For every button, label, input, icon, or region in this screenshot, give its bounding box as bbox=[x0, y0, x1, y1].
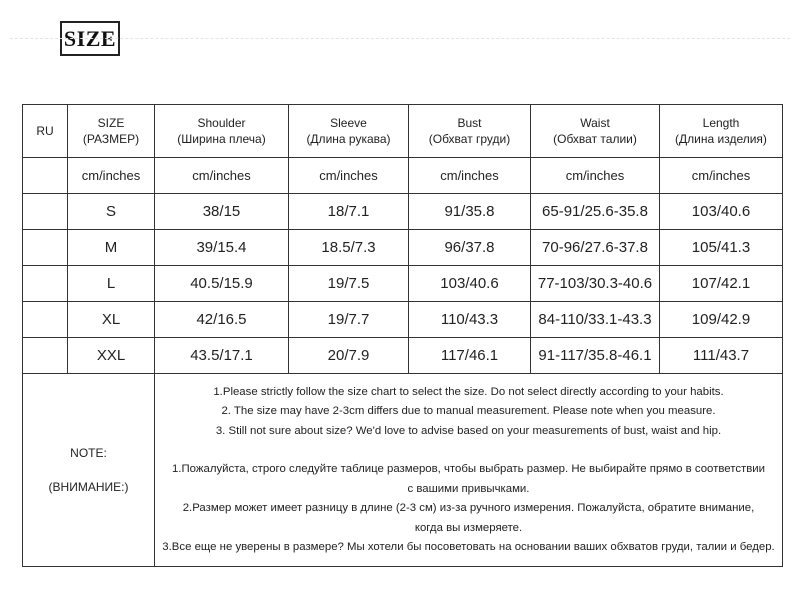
length-cell: 111/43.7 bbox=[660, 338, 783, 374]
shoulder-cell: 42/16.5 bbox=[155, 302, 289, 338]
size-title-badge: SIZE bbox=[60, 21, 120, 56]
size-cell: L bbox=[68, 266, 155, 302]
note-text bbox=[155, 374, 783, 567]
unit-cell: cm/inches bbox=[409, 158, 531, 194]
size-chart-table bbox=[22, 104, 783, 567]
note-label-en: NOTE: bbox=[70, 446, 107, 460]
bust-cell: 103/40.6 bbox=[409, 266, 531, 302]
note-label-ru: (ВНИМАНИЕ:) bbox=[48, 480, 129, 494]
bust-cell: 96/37.8 bbox=[409, 230, 531, 266]
header-length: Length (Длина изделия) bbox=[660, 105, 783, 158]
sleeve-cell: 18.5/7.3 bbox=[289, 230, 409, 266]
header-divider bbox=[10, 38, 790, 39]
unit-cell: cm/inches bbox=[531, 158, 660, 194]
note-ru-line: 3.Все еще не уверены в размере? Мы хотели бы посоветовать на основании ваших обхватов груди, талии и бедер. bbox=[162, 541, 775, 553]
waist-cell: 70-96/27.6-37.8 bbox=[531, 230, 660, 266]
header-bust: Bust (Обхват груди) bbox=[409, 105, 531, 158]
waist-cell: 91-117/35.8-46.1 bbox=[531, 338, 660, 374]
sleeve-cell: 18/7.1 bbox=[289, 194, 409, 230]
note-ru-line: 1.Пожалуйста, строго следуйте таблице размеров, чтобы выбрать размер. Не выбирайте прямо в соответствии bbox=[171, 463, 766, 475]
waist-cell: 77-103/30.3-40.6 bbox=[531, 266, 660, 302]
bust-cell: 110/43.3 bbox=[409, 302, 531, 338]
note-ru-line: с вашими привычками. bbox=[407, 482, 530, 495]
note-en-line: 2. The size may have 2-3cm differs due to manual measurement. Please note when you measure. bbox=[221, 405, 716, 417]
size-cell: M bbox=[68, 230, 155, 266]
ru-cell bbox=[23, 194, 68, 230]
header-waist: Waist (Обхват талии) bbox=[531, 105, 660, 158]
note-label bbox=[23, 374, 155, 567]
waist-cell: 65-91/25.6-35.8 bbox=[531, 194, 660, 230]
unit-cell: cm/inches bbox=[155, 158, 289, 194]
length-cell: 109/42.9 bbox=[660, 302, 783, 338]
unit-cell: cm/inches bbox=[289, 158, 409, 194]
table-row bbox=[23, 194, 783, 230]
header-row bbox=[23, 105, 783, 158]
unit-row bbox=[23, 158, 783, 194]
header-sleeve: Sleeve (Длина рукава) bbox=[289, 105, 409, 158]
length-cell: 107/42.1 bbox=[660, 266, 783, 302]
note-ru-line: когда вы измеряете. bbox=[414, 521, 523, 534]
size-cell: XXL bbox=[68, 338, 155, 374]
sleeve-cell: 20/7.9 bbox=[289, 338, 409, 374]
size-cell: XL bbox=[68, 302, 155, 338]
ru-cell bbox=[23, 266, 68, 302]
waist-cell: 84-110/33.1-43.3 bbox=[531, 302, 660, 338]
ru-cell bbox=[23, 338, 68, 374]
header-size: SIZE (РАЗМЕР) bbox=[68, 105, 155, 158]
unit-ru-cell bbox=[23, 158, 68, 194]
shoulder-cell: 39/15.4 bbox=[155, 230, 289, 266]
unit-cell: cm/inches bbox=[68, 158, 155, 194]
sleeve-cell: 19/7.7 bbox=[289, 302, 409, 338]
table-row bbox=[23, 266, 783, 302]
header-ru: RU bbox=[23, 105, 68, 158]
header-shoulder: Shoulder (Ширина плеча) bbox=[155, 105, 289, 158]
ru-cell bbox=[23, 230, 68, 266]
note-en-line: 3. Still not sure about size? We'd love to advise based on your measurements of bust, waist and hip. bbox=[215, 424, 722, 437]
sleeve-cell: 19/7.5 bbox=[289, 266, 409, 302]
note-row bbox=[23, 374, 783, 567]
length-cell: 105/41.3 bbox=[660, 230, 783, 266]
shoulder-cell: 40.5/15.9 bbox=[155, 266, 289, 302]
table-row bbox=[23, 230, 783, 266]
bust-cell: 117/46.1 bbox=[409, 338, 531, 374]
note-en-line: 1.Please strictly follow the size chart to select the size. Do not select directly according to your habits. bbox=[213, 385, 724, 398]
size-cell: S bbox=[68, 194, 155, 230]
table-row bbox=[23, 338, 783, 374]
length-cell: 103/40.6 bbox=[660, 194, 783, 230]
ru-cell bbox=[23, 302, 68, 338]
table-row bbox=[23, 302, 783, 338]
unit-cell: cm/inches bbox=[660, 158, 783, 194]
bust-cell: 91/35.8 bbox=[409, 194, 531, 230]
note-ru-line: 2.Размер может имеет разницу в длине (2-3 см) из-за ручного измерения. Пожалуйста, обратите внимание, bbox=[182, 502, 755, 514]
shoulder-cell: 43.5/17.1 bbox=[155, 338, 289, 374]
shoulder-cell: 38/15 bbox=[155, 194, 289, 230]
